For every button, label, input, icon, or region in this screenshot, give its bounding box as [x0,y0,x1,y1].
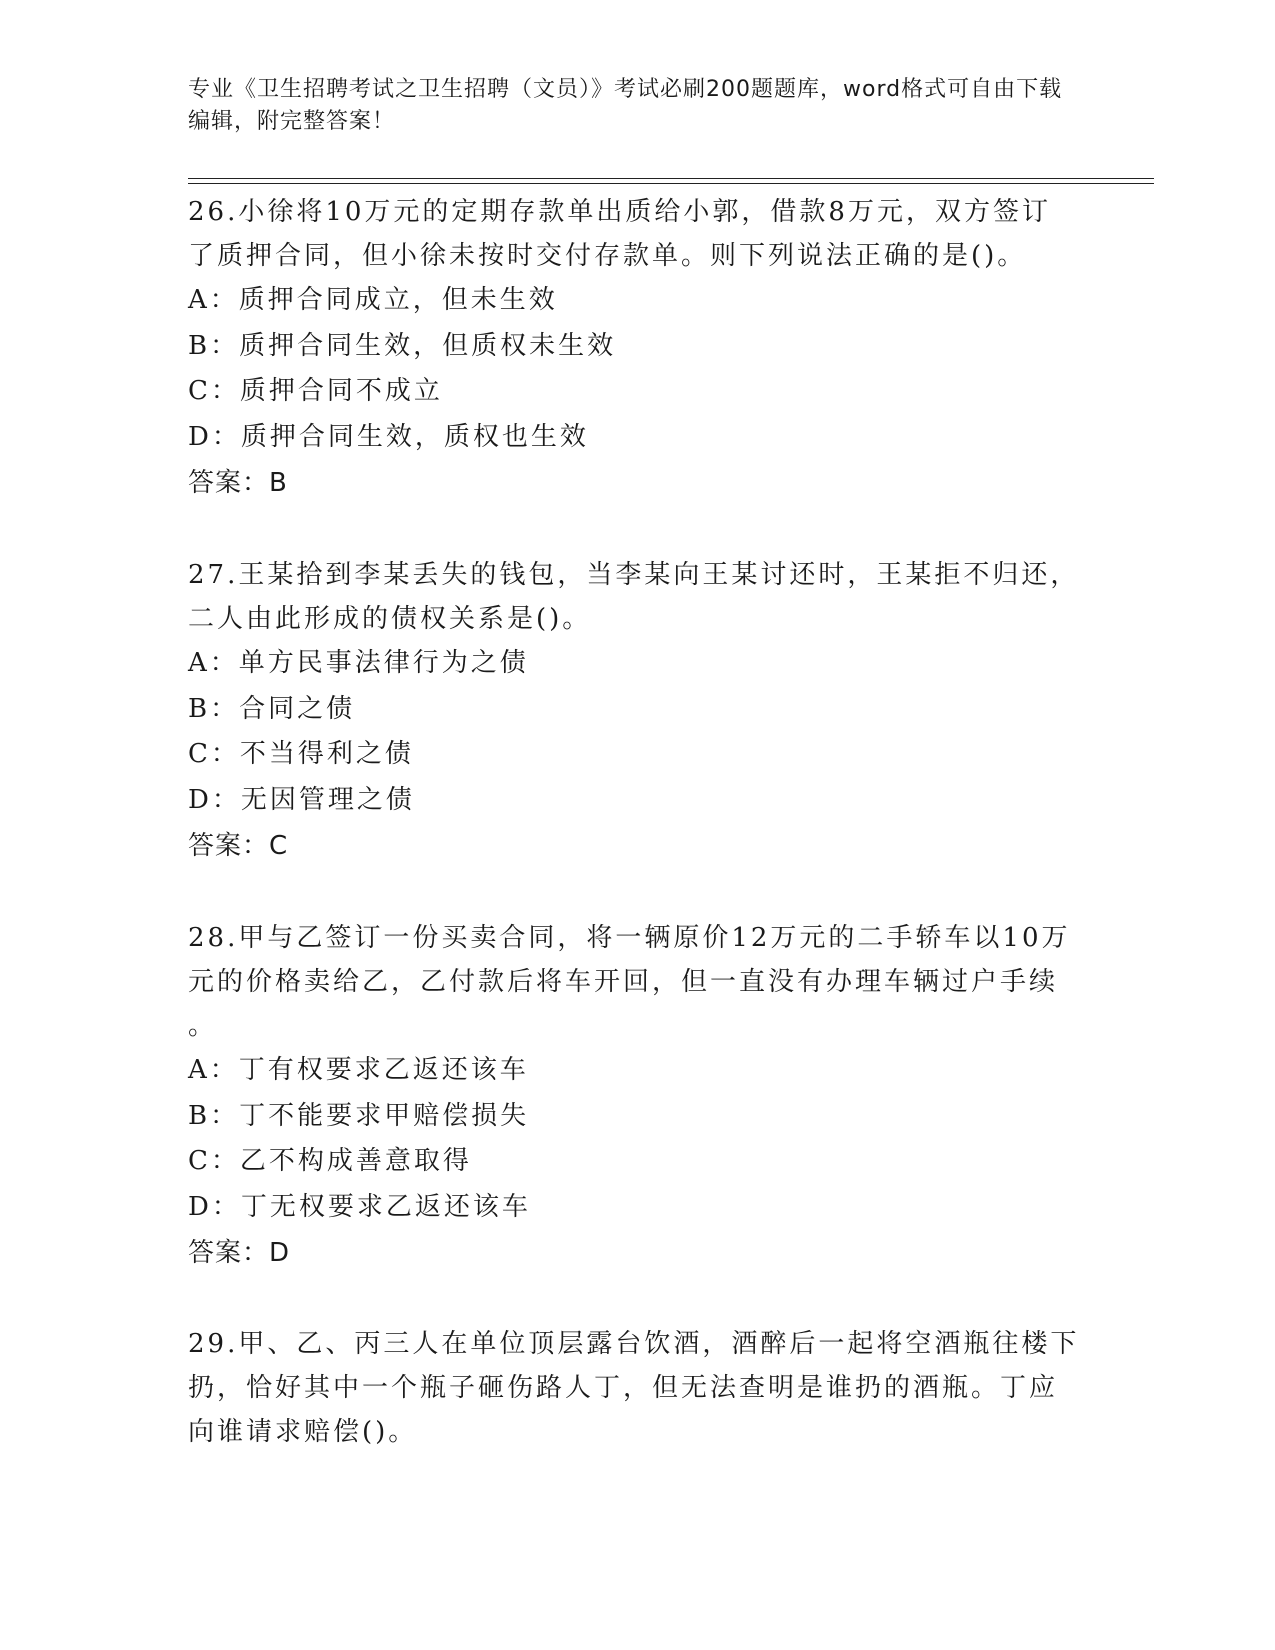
question-stem-line: 了质押合同，但小徐未按时交付存款单。则下列说法正确的是()。 [188,241,1027,271]
option-b: B：质押合同生效，但质权未生效 [188,330,617,361]
question-stem-line: 26.小徐将10万元的定期存款单出质给小郭，借款8万元，双方签订 [188,197,1051,227]
option-d: D：无因管理之债 [188,784,415,815]
question-29 [188,1322,1088,1454]
option-b: B：合同之债 [188,693,356,724]
option-c: C：乙不构成善意取得 [188,1146,472,1176]
answer-line: 答案：D [188,1238,291,1268]
option-b: B：丁不能要求甲赔偿损失 [188,1100,530,1131]
option-a: A：质押合同成立，但未生效 [188,285,558,315]
option-a: A：丁有权要求乙返还该车 [188,1055,529,1085]
document-intro: 专业《卫生招聘考试之卫生招聘（文员）》考试必刷200题题库，word格式可自由下载编辑，附完整答案！ [188,77,1063,134]
question-27 [188,553,1088,869]
question-stem-line: 28.甲与乙签订一份买卖合同，将一辆原价12万元的二手轿车以10万 [188,923,1071,953]
question-stem-line: 。 [188,1011,218,1041]
question-28 [188,916,1088,1276]
option-a: A：单方民事法律行为之债 [188,648,529,678]
answer-line: 答案：B [188,468,288,498]
question-stem-line: 扔，恰好其中一个瓶子砸伤路人丁，但无法查明是谁扔的酒瓶。丁应 [188,1373,1059,1403]
question-stem-line: 元的价格卖给乙，乙付款后将车开回，但一直没有办理车辆过户手续 [188,967,1059,997]
question-stem-line: 27.王某拾到李某丢失的钱包，当李某向王某讨还时，王某拒不归还， [188,560,1080,590]
option-d: D：质押合同生效，质权也生效 [188,421,589,452]
question-26 [188,190,1088,506]
answer-line: 答案：C [188,831,289,861]
question-stem-line: 二人由此形成的债权关系是()。 [188,604,592,634]
option-c: C：质押合同不成立 [188,376,443,406]
option-c: C：不当得利之债 [188,739,414,769]
option-d: D：丁无权要求乙返还该车 [188,1191,531,1222]
question-stem-line: 29.甲、乙、丙三人在单位顶层露台饮酒，酒醉后一起将空酒瓶往楼下 [188,1329,1080,1359]
header-divider-bottom [188,183,1154,184]
header-divider-top [188,178,1154,179]
question-stem-line: 向谁请求赔偿()。 [188,1417,418,1447]
